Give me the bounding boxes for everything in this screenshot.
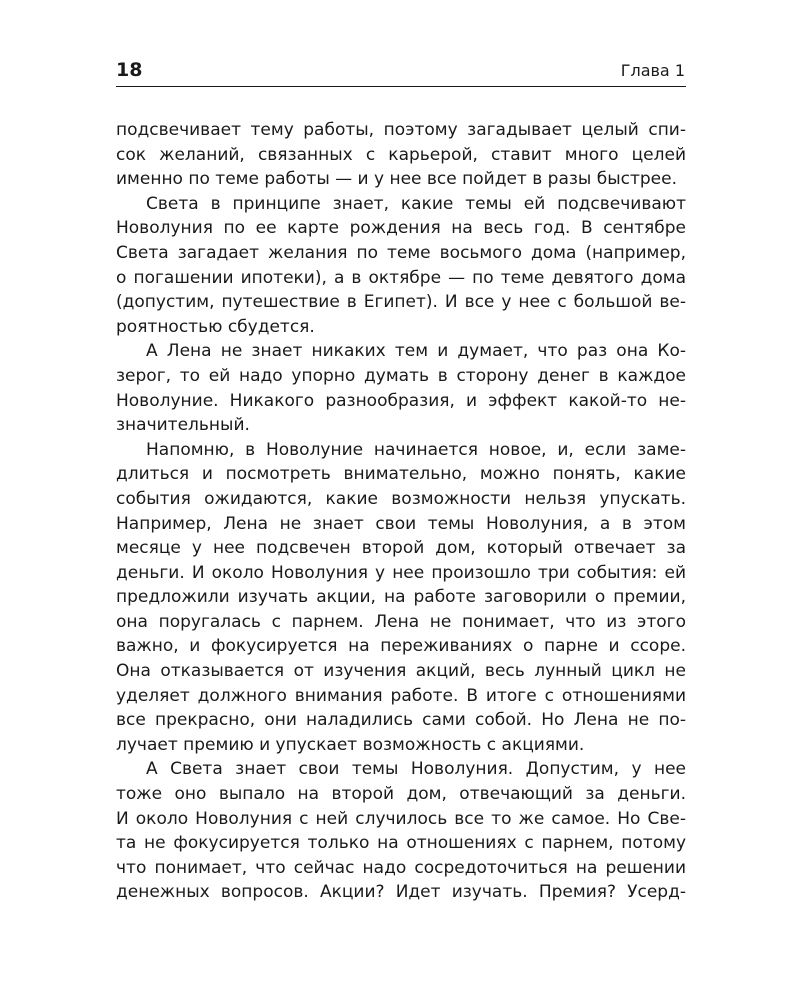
header-rule [116,86,686,87]
text-line: о погашении ипотеки), а в октябре — по теме девятого дома [116,267,686,288]
text-line: предложили изучать акции, на работе заговорили о премии, [116,587,686,608]
text-line: именно по теме работы — и у нее все пойдет в разы быстрее. [116,169,677,190]
text-line: Например, Лена не знает свои темы Новолуния, а в этом [116,513,686,534]
text-line: роятностью сбудется. [116,316,315,337]
text-line: зерог, то ей надо упорно думать в сторону денег в каждое [116,365,686,386]
text-line: Она отказывается от изучения акций, весь лунный цикл не [116,661,686,682]
text-line: сок желаний, связанных с карьерой, ставит много целей [116,144,686,165]
text-line: длиться и посмотреть внимательно, можно понять, какие [116,464,686,485]
text-line: значительный. [116,415,250,436]
body-text [116,118,686,905]
text-line: (допустим, путешествие в Египет). И все у нее с большой ве- [116,292,686,313]
text-line: Новолуние. Никакого разнообразия, и эффект какой-то не- [116,390,686,411]
text-line: та не фокусируется только на отношениях с парнем, потому [116,833,686,854]
text-line: события ожидаются, какие возможности нельзя упускать. [116,488,686,509]
text-line: Новолуния по ее карте рождения на весь год. В сентябре [116,218,686,239]
text-line: лучает премию и упускает возможность с акциями. [116,734,585,755]
running-header-chapter: Глава 1 [620,61,685,80]
text-line: И около Новолуния с ней случилось все то же самое. Но Све- [116,808,686,829]
page-number: 18 [116,59,143,81]
text-line: она поругалась с парнем. Лена не понимает, что из этого [116,611,686,632]
text-line: Напомню, в Новолуние начинается новое, и, если заме- [146,439,686,460]
text-line: подсвечивает тему работы, поэтому загадывает целый спи- [116,120,686,140]
text-line: А Лена не знает никаких тем и думает, что раз она Ко- [146,341,686,362]
text-line: все прекрасно, они наладились сами собой. Но Лена не по- [116,710,686,731]
text-line: А Света знает свои темы Новолуния. Допустим, у нее [146,759,686,780]
text-line: важно, и фокусируется на переживаниях о парне и ссоре. [116,636,686,657]
text-line: месяце у нее подсвечен второй дом, который отвечает за [116,538,686,559]
text-line: тоже оно выпало на второй дом, отвечающий за деньги. [116,784,686,805]
text-line: Света загадает желания по теме восьмого дома (например, [116,242,686,263]
text-line: денежных вопросов. Акции? Идет изучать. Премия? Усерд- [116,882,686,903]
text-line: Света в принципе знает, какие темы ей подсвечивают [146,193,686,214]
text-line: деньги. И около Новолуния у нее произошло три события: ей [116,562,686,583]
text-line: что понимает, что сейчас надо сосредоточиться на решении [116,857,686,878]
text-line: уделяет должного внимания работе. В итоге с отношениями [116,685,686,706]
